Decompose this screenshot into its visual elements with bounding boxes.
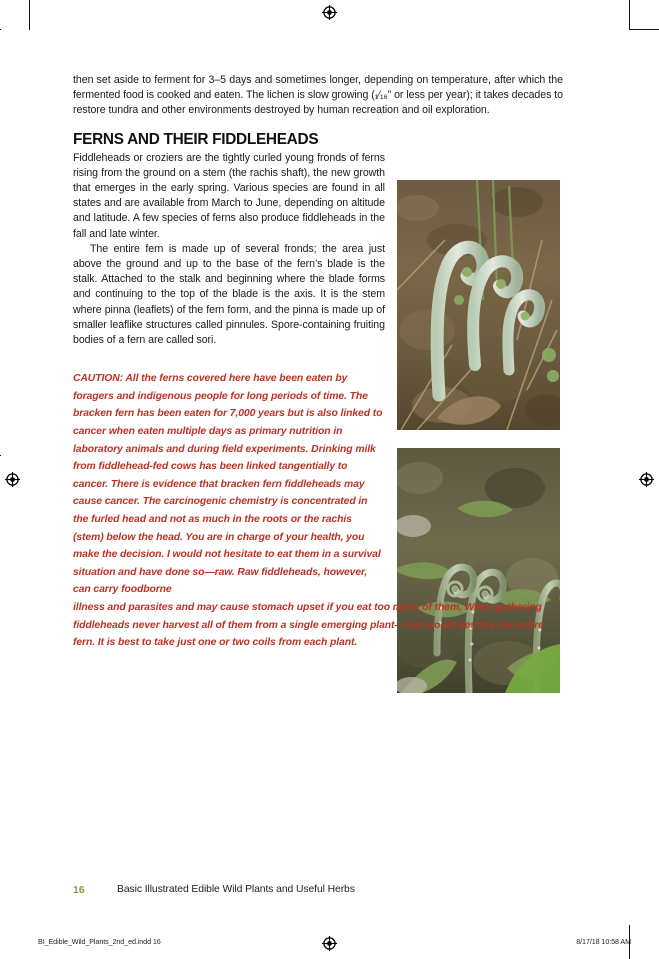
crop-mark-left-middle [0,455,1,456]
crop-mark-top-left-vertical [29,0,30,30]
page-footer [73,884,563,902]
registration-mark-right [639,472,654,487]
caution-text-wide: illness and parasites and may cause stomach upset if you eat too many of them, When gathering fiddleheads never harvest all of them from a single emerging plant—that would destroy the entire fern. It is best to take just one or two coils from each plant. [73,601,544,649]
continued-paragraph: then set aside to ferment for 3–5 days and sometimes longer, depending on temperature, after which the fermented food is cooked and eaten. The lichen is slow growing (₁⁄₁₆” or less per year); it takes decades to restore tundra and other environments destroyed by human recreation and oil exploration. [73,74,563,117]
caution-block [73,370,563,652]
print-slug-timestamp: 8/17/18 10:58 AM [576,937,631,946]
caution-text-narrow: CAUTION: All the ferns covered here have been eaten by foragers and indigenous people for long periods of time. The bracken fern has been eaten for 7,000 years but is also linked to cancer when eaten multiple days as primary nutrition in laboratory animals and during field experiments. Drinking milk from fiddlehead-fed cows has been linked tangentially to cancer. There is evidence that bracken fern fiddleheads may cause cancer. The carcinogenic chemistry is concentrated in the furled head and not as much in the roots or the rachis (stem) below the head. You are in charge of your health, you make the decision. I would not hesitate to eat them in a survival situation and have done so—raw. Raw fiddleheads, however, can carry foodborne [73,373,383,596]
page-title: FERNS AND THEIR FIDDLEHEADS [73,130,319,148]
registration-mark-top [322,5,337,20]
folio-page-number: 16 [73,884,85,896]
page-content [73,73,563,652]
paragraph-fern-anatomy: The entire fern is made up of several fronds; the area just above the ground and up to the base of the fern’s blade is the stalk. Attached to the stalk and beginning where the blade forms and continuing to the top of the blade is the axis. It is the stem where pinna (leaflets) of the fern form, and the pinna is made up of smaller leaflike structures called pinnules. Spore-containing fruiting bodies of a fern are called sori. [73,242,385,347]
running-head-title: Basic Illustrated Edible Wild Plants and Useful Herbs [117,884,355,895]
crop-mark-top-right-vertical [629,0,630,30]
print-slug-filename: BI_Edible_Wild_Plants_2nd_ed.indd 16 [38,937,161,946]
crop-mark-top-left-horizontal [0,29,1,30]
crop-mark-top-right-horizontal [630,29,659,30]
intro-paragraphs [73,151,385,349]
registration-mark-bottom [322,936,337,951]
registration-mark-left [5,472,20,487]
paragraph-fiddleheads-definition: Fiddleheads or croziers are the tightly curled young fronds of ferns rising from the ground on a stem (the rachis shaft), the new growth that emerges in the early spring. Various species are found in all states and are available from March to June, depending on altitude and latitude. A few species of ferns also produce fiddleheads in the fall and late winter. [73,151,385,240]
continued-paragraph-block [73,73,563,119]
